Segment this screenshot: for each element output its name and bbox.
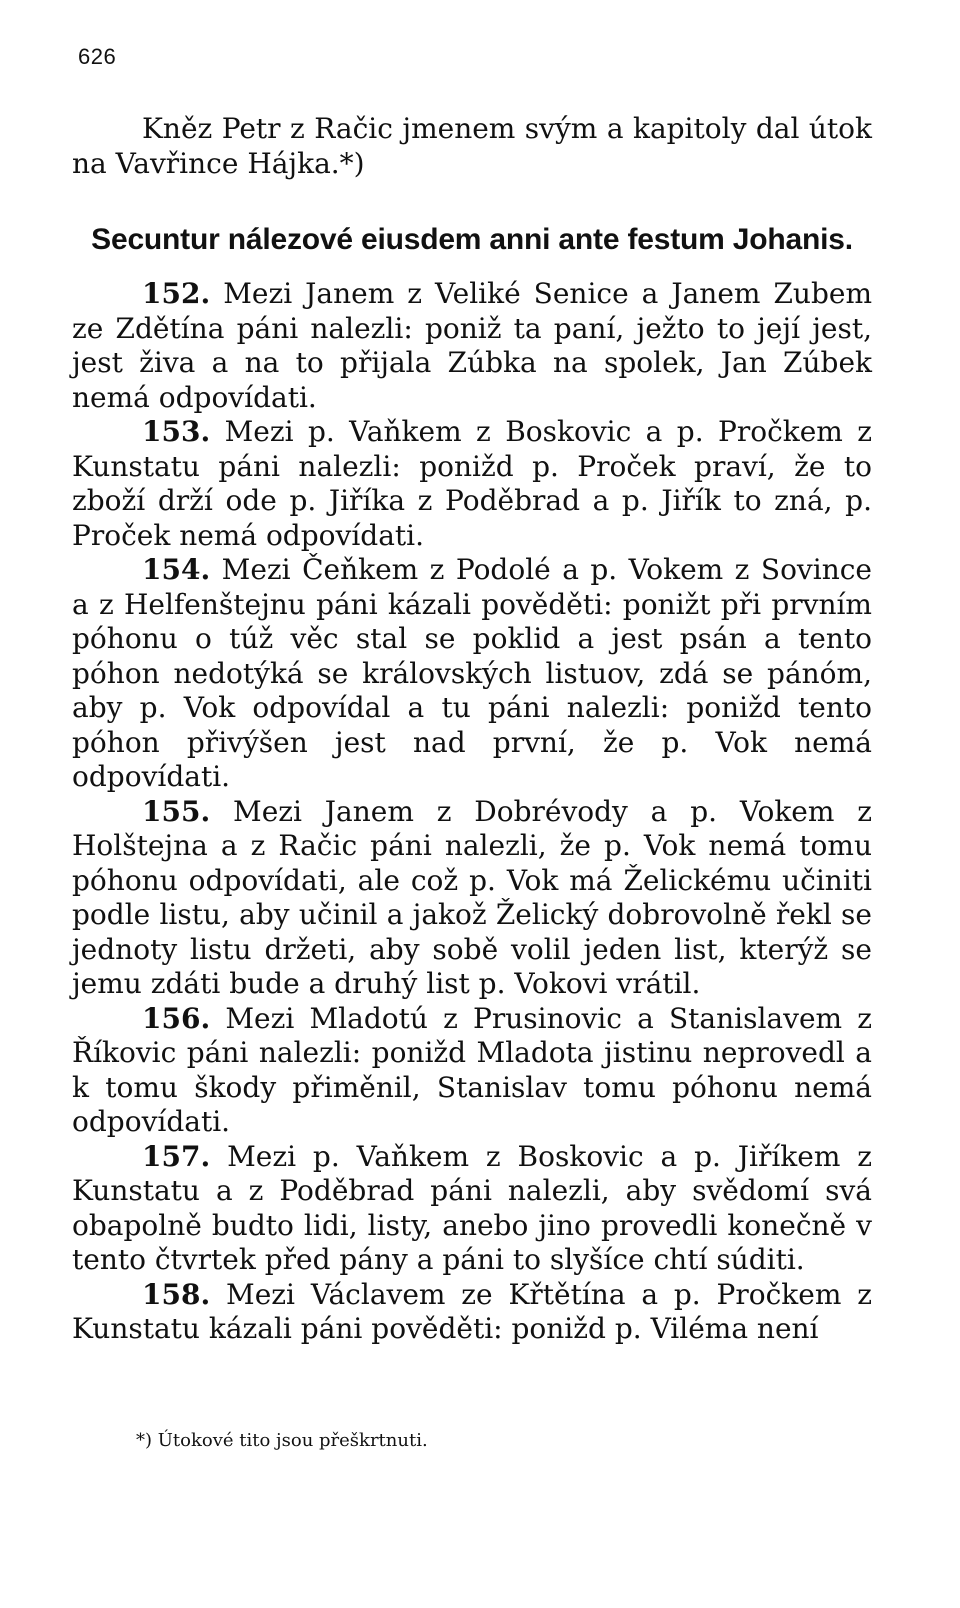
paragraph-152 bbox=[72, 277, 872, 415]
paragraph-text: Mezi p. Vaňkem z Boskovic a p. Jiříkem z Kunstatu a z Poděbrad páni nalezli, aby svědomí svá obapolně budto lidi, listy, anebo jino provedli konečně v tento čtvrtek před pány a páni to slyšíce chtí súditi. bbox=[72, 1139, 872, 1276]
paragraph-text: Mezi p. Vaňkem z Boskovic a p. Pročkem z Kunstatu páni nalezli: ponižd p. Proček praví, že to zboží drží ode p. Jiříka z Poděbrad a p. Jiřík to zná, p. Proček nemá odpovídati. bbox=[72, 415, 872, 552]
paragraph-156 bbox=[72, 1002, 872, 1140]
intro-paragraph: Kněz Petr z Račic jmenem svým a kapitoly dal útok na Vavřince Hájka.*) bbox=[72, 112, 872, 180]
section-heading: Secuntur nálezové eiusdem anni ante festum Johanis. bbox=[91, 223, 853, 256]
paragraph-157 bbox=[72, 1140, 872, 1278]
paragraph-number: 158. bbox=[142, 1277, 211, 1311]
paragraph-number: 155. bbox=[142, 794, 211, 828]
paragraph-153 bbox=[72, 415, 872, 553]
footnote: *) Útokové tito jsou přeškrtnuti. bbox=[136, 1430, 428, 1451]
paragraph-number: 153. bbox=[142, 415, 211, 448]
paragraph-154 bbox=[72, 553, 872, 795]
paragraph-text: Mezi Čeňkem z Podolé a p. Vokem z Sovince a z Helfenštejnu páni kázali pověděti: ponižt při prvním póhonu o túž věc stal se poklid a jest psán a tento póhon nedotýká se královských listuov, zdá se pánóm, aby p. Vok odpovídal a tu páni nalezli: ponižd tento póhon přivýšen jest nad první, že p. Vok nemá odpovídati. bbox=[72, 553, 872, 793]
paragraph-number: 156. bbox=[142, 1001, 211, 1035]
paragraph-text: Mezi Mladotú z Prusinovic a Stanislavem z Říkovic páni nalezli: ponižd Mladota jistinu neprovedl a k tomu škody přiměnil, Stanislav tomu póhonu nemá odpovídati. bbox=[72, 1001, 872, 1138]
paragraph-158 bbox=[72, 1278, 872, 1347]
paragraph-text: Mezi Janem z Veliké Senice a Janem Zubem ze Zdětína páni nalezli: poniž ta paní, ježto to její jest, jest živa a na to přijala Zúbka na spolek, Jan Zúbek nemá odpovídati. bbox=[72, 277, 872, 414]
body-text bbox=[72, 112, 872, 1347]
paragraph-number: 152. bbox=[142, 277, 211, 310]
paragraph-number: 157. bbox=[142, 1139, 211, 1173]
paragraph-number: 154. bbox=[142, 553, 211, 586]
paragraph-text: Mezi Václavem ze Křtětína a p. Pročkem z Kunstatu kázali páni pověděti: ponižd p. Viléma není bbox=[72, 1277, 872, 1345]
paragraph-155 bbox=[72, 795, 872, 1002]
paragraph-text: Mezi Janem z Dobrévody a p. Vokem z Holštejna a z Račic páni nalezli, že p. Vok nemá tomu póhonu odpovídati, ale což p. Vok má Želickému učiniti podle listu, aby učinil a jakož Želický dobrovolně řekl se jednoty listu držeti, aby sobě volil jeden list, kterýž se jemu zdáti bude a druhý list p. Vokovi vrátil. bbox=[72, 794, 872, 1000]
page-number: 626 bbox=[78, 44, 117, 69]
